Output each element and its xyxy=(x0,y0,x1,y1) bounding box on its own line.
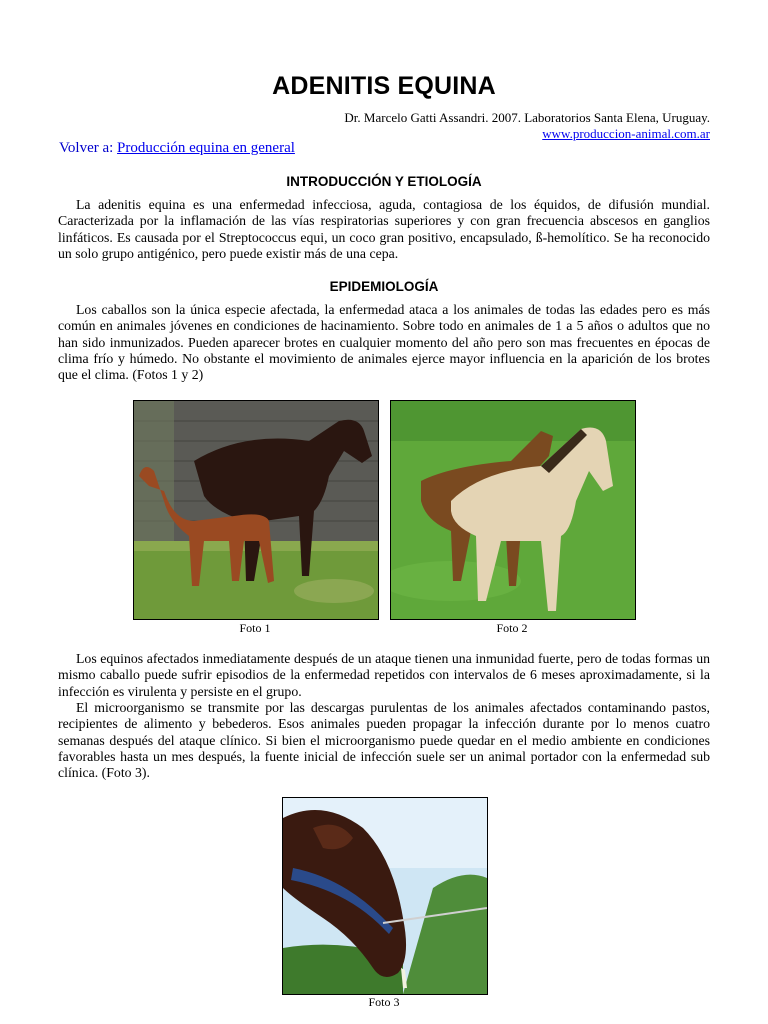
photo-2-caption: Foto 2 xyxy=(496,621,528,635)
section-heading-intro: INTRODUCCIÓN Y ETIOLOGÍA xyxy=(286,174,482,189)
website-link[interactable]: www.produccion-animal.com.ar xyxy=(542,126,710,141)
photo-3-caption: Foto 3 xyxy=(368,995,400,1009)
photo-3-horse-nasal-discharge xyxy=(282,797,488,995)
author-line: Dr. Marcelo Gatti Assandri. 2007. Laboratorios Santa Elena, Uruguay. xyxy=(344,110,710,125)
back-prefix: Volver a: xyxy=(59,140,118,156)
document-title: ADENITIS EQUINA xyxy=(272,72,496,100)
epidemiology-paragraph-1: Los caballos son la única especie afectada, la enfermedad ataca a los animales de todas las edades pero es más común en animales jóvenes en condiciones de hacinamiento. Sobre todo en animales de 1 a 5 años o adultos que no han sido inmunizados. Pueden aparecer brotes en cualquier momento del año pero son mas frecuentes en épocas de clima frío y húmedo. No obstante el movimiento de animales ejerce mayor influencia en la aparición de los brotes que el clima. (Fotos 1 y 2) xyxy=(58,302,710,383)
back-navigation xyxy=(59,140,295,157)
back-link[interactable]: Producción equina en general xyxy=(117,140,295,156)
intro-paragraph: La adenitis equina es una enfermedad infecciosa, aguda, contagiosa de los équidos, de difusión mundial. Caracterizada por la inflamación de las vías respiratorias superiores y con gran frecuencia abscesos en ganglios linfáticos. Es causada por el Streptococcus equi, un coco gran positivo, encapsulado, ß-hemolítico. Se ha reconocido un solo grupo antigénico, pero puede existir más de una cepa. xyxy=(58,197,710,261)
photo-2-horses-in-field xyxy=(390,400,636,620)
photo-1-mare-and-foal xyxy=(133,400,379,620)
section-heading-epidemiology: EPIDEMIOLOGÍA xyxy=(329,279,439,294)
epidemiology-paragraph-3: El microorganismo se transmite por las descargas purulentas de los animales afectados contaminando pastos, recipientes de alimento y bebederos. Esos animales pueden propagar la infección durante por lo menos cuatro semanas después del ataque clínico. Si bien el microorganismo puede quedar en el medio ambiente en condiciones favorables hasta un mes después, la fuente inicial de infección suele ser un animal portador con la enfermedad sub clínica. (Foto 3). xyxy=(58,700,710,781)
epidemiology-paragraph-2: Los equinos afectados inmediatamente después de un ataque tienen una inmunidad fuerte, pero de todas formas un mismo caballo puede sufrir episodios de la enfermedad repetidos con intervalos de 6 meses aproximadamente, si la infección es virulenta y persiste en el grupo. xyxy=(58,651,710,699)
photo-1-caption: Foto 1 xyxy=(239,621,271,635)
author-block xyxy=(344,110,710,142)
